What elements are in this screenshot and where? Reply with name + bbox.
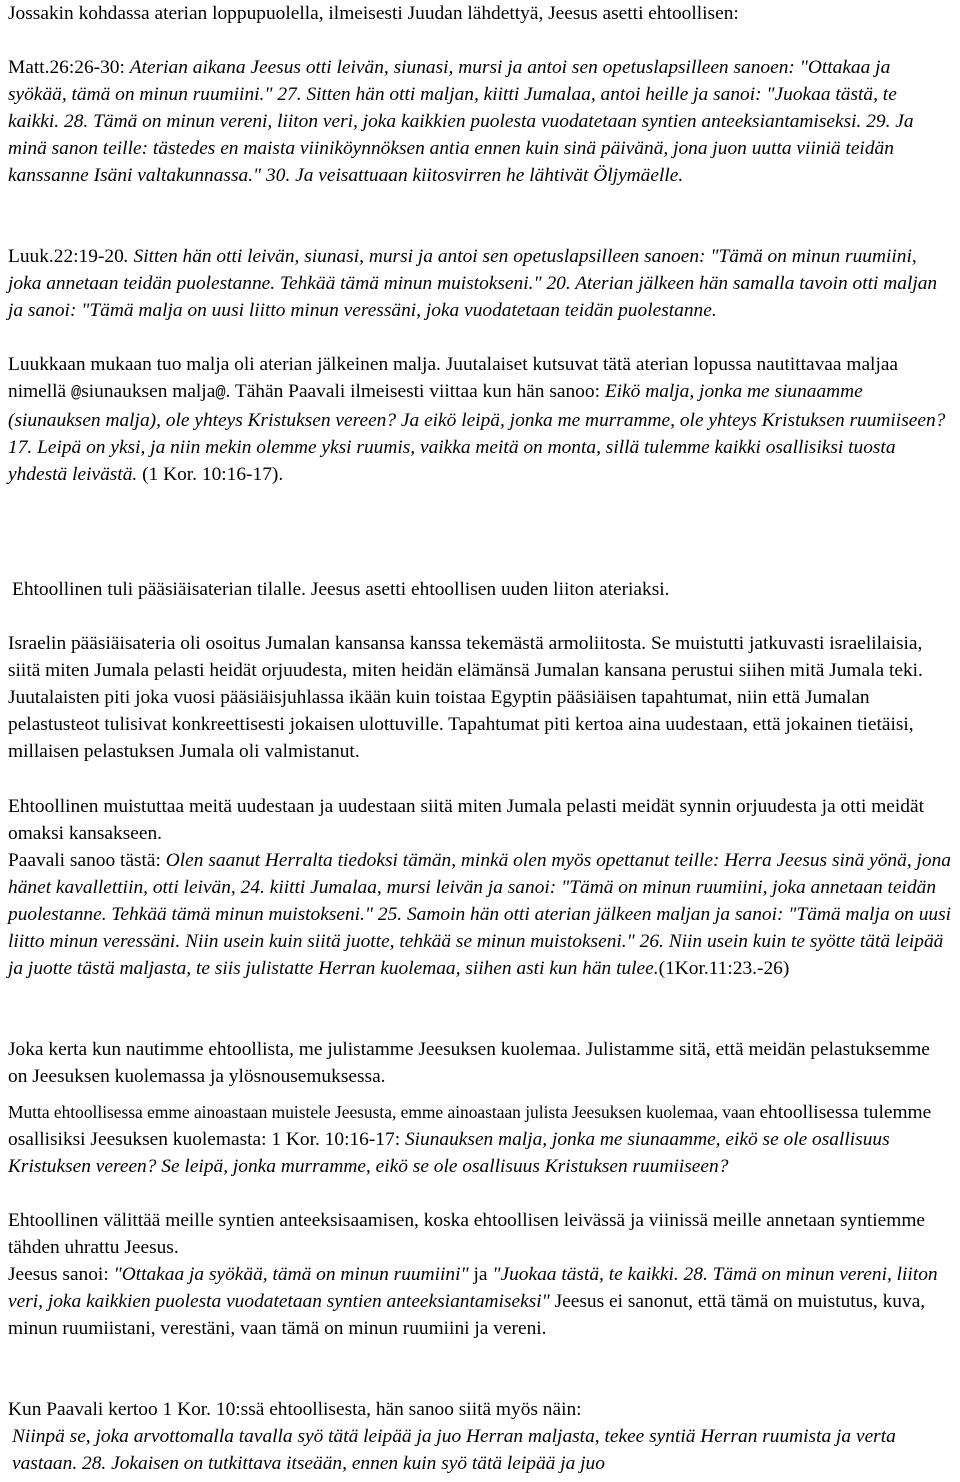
paul-reference: (1Kor.11:23.-26)	[658, 958, 790, 979]
jesus-quote-2: "Juokaa tästä, te kaikki. 28. Tämä on minun vereni, liiton veri, joka kaikkien puolesta vuodatetaan syntien anteeksiantamiseksi"	[8, 1264, 938, 1312]
remember-small-text: Mutta ehtoollisessa emme ainoastaan muistele Jeesusta, emme ainoastaan julista Jeesuksen kuolemaa, vaan	[8, 1102, 760, 1122]
quote-mark-open: @	[71, 384, 82, 403]
luke-cup-text: Luukkaan mukaan tuo malja oli aterian jälkeinen malja. Juutalaiset kutsuvat tätä aterian lopussa nautittavaa maljaa nimellä	[8, 354, 899, 402]
blessing-cup-term: siunauksen malja	[81, 381, 216, 402]
jesus-said-mid: ja	[468, 1264, 493, 1285]
jesus-said-lead: Jeesus sanoi:	[8, 1264, 114, 1285]
luke-passage	[8, 243, 952, 324]
intro-paragraph: Jossakin kohdassa aterian loppupuolella, ilmeisesti Juudan lähdettyä, Jeesus asetti ehtoollisen:	[8, 3, 739, 24]
forgiveness-paragraph: Ehtoollinen välittää meille syntien anteeksisaamisen, koska ehtoollisen leivässä ja viinissä meille annetaan syntiemme tähden uhrattu Jeesus.	[8, 1210, 926, 1258]
quote-mark-close: @	[215, 384, 226, 403]
jesus-quote-1: "Ottakaa ja syökää, tämä on minun ruumiini"	[113, 1264, 469, 1285]
paul-quote: Olen saanut Herralta tiedoksi tämän, minkä olen myös opettanut teille: Herra Jeesus sinä yönä, jona hänet kavallettiin, otti leivän, 24. kiitti Jumalaa, mursi leivän ja sanoi: "Tämä on minun ruumiini, joka annetaan teidän puolestanne. Tehkää tämä minun muistokseni." 25. Samoin hän otti aterian jälkeen maljan ja sanoi: "Tämä malja on uusi liitto minun veressäni. Niin usein kuin siitä juotte, tehkää se minun muistokseni." 26. Niin usein kuin te syötte tätä leipää ja juotte tästä maljasta, te siis julistatte Herran kuolemaa, siihen asti kun hän tulee.	[8, 850, 952, 979]
jesus-said-tail: Jeesus ei sanonut, että tämä on muistutus, kuva, minun ruumiistani, verestäni, vaan tämä on minun ruumiini ja vereni.	[8, 1291, 926, 1339]
proclaim-paragraph: Joka kerta kun nautimme ehtoollista, me julistamme Jeesuksen kuolemaa. Julistamme sitä, että meidän pelastuksemme on Jeesuksen kuolemassa ja ylösnousemuksessa.	[8, 1039, 930, 1087]
unworthy-quote: Niinpä se, joka arvottomalla tavalla syö tätä leipää ja juo Herran maljasta, tekee syntiä Herran ruumista ja verta vastaan. 28. Jokaisen on tutkittava itseään, ennen kuin syö tätä leipää ja juo	[12, 1426, 896, 1474]
unworthy-paragraph	[12, 1423, 956, 1477]
luke-cup-paragraph	[8, 351, 952, 488]
matthew-verse-30: 30. Ja veisattuaan kiitosvirren he lähtivät Öljymäelle.	[266, 165, 684, 186]
matthew-verse-27: 27. Sitten hän otti maljan, kiitti Jumalaa, antoi heille ja sanoi: "Juokaa tästä, te kaikki.	[8, 84, 897, 132]
luke-verse-19: . Sitten hän otti leivän, siunasi, mursi ja antoi sen opetuslapsilleen sanoen: "Tämä on minun ruumiini, joka annetaan teidän puolestanne. Tehkää tämä minun muistokseni."	[8, 246, 917, 294]
remember-text: ehtoollisessa tulemme osallisiksi Jeesuksen kuolemasta: 1 Kor. 10:16-17:	[8, 1102, 932, 1150]
remember-paragraph	[8, 1099, 952, 1180]
section-heading: Ehtoollinen tuli pääsiäisaterian tilalle. Jeesus asetti ehtoollisen uuden liiton ateriaksi.	[12, 579, 670, 600]
paul-lead: Paavali sanoo tästä:	[8, 850, 166, 871]
paul-second-paragraph: Kun Paavali kertoo 1 Kor. 10:ssä ehtoollisesta, hän sanoo siitä myös näin:	[8, 1399, 582, 1420]
remember-quote: Siunauksen malja, jonka me siunaamme, eikö se ole osallisuus Kristuksen vereen? Se leipä, jonka murramme, eikö se ole osallisuus Kristuksen ruumiiseen?	[8, 1129, 890, 1177]
luke-reference: Luuk.22:19-20	[8, 246, 124, 267]
corinthians-quote: Eikö malja, jonka me siunaamme (siunauksen malja), ole yhteys Kristuksen vereen? Ja eikö leipä, jonka me murramme, ole yhteys Kristuksen ruumiiseen? 17. Leipä on yksi, ja niin mekin olemme yksi ruumis, vaikka meitä on monta, sillä tulemme kaikki osallisiksi tuosta yhdestä leivästä.	[8, 381, 946, 485]
jesus-said-paragraph	[8, 1261, 952, 1342]
matthew-verse-29: 29. Ja minä sanon teille: tästedes en maista viiniköynnöksen antia ennen kuin sinä päivänä, jona juon uutta viiniä teidän kanssanne Isäni valtakunnassa."	[8, 111, 914, 186]
luke-cup-text-2: . Tähän Paavali ilmeisesti viittaa kun hän sanoo:	[225, 381, 605, 402]
matthew-passage	[8, 54, 952, 189]
luke-verse-20: 20. Aterian jälkeen hän samalla tavoin otti maljan ja sanoi: "Tämä malja on uusi liitto minun veressäni, joka vuodatetaan teidän puolestanne.	[8, 273, 938, 321]
israel-paragraph: Israelin pääsiäisateria oli osoitus Jumalan kansansa kanssa tekemästä armoliitosta. Se muistutti jatkuvasti israelilaisia, siitä miten Jumala pelasti heidät orjuudesta, miten heidän elämänsä Jumalan kansana perustui siihen mitä Jumala teki. Juutalaisten piti joka vuosi pääsiäisjuhlassa ikään kuin toistaa Egyptin pääsiäisen tapahtumat, niin että Jumalan pelastusteot tulisivat konkreettisesti jokaisen ulottuville. Tapahtumat piti kertoa aina uudestaan, että jokainen tietäisi, millaisen pelastuksen Jumala oli valmistanut.	[8, 633, 923, 762]
matthew-verse-28: 28. Tämä on minun vereni, liiton veri, joka kaikkien puolesta vuodatetaan syntien anteeksiantamiseksi.	[64, 111, 867, 132]
matthew-reference: Matt.26:26-30:	[8, 57, 130, 78]
reminds-paragraph: Ehtoollinen muistuttaa meitä uudestaan ja uudestaan siitä miten Jumala pelasti meidät synnin orjuudesta ja otti meidät omaksi kansakseen.	[8, 796, 924, 844]
corinthians-reference: (1 Kor. 10:16-17).	[137, 464, 284, 485]
matthew-verse-26: Aterian aikana Jeesus otti leivän, siunasi, mursi ja antoi sen opetuslapsilleen sanoen: "Ottakaa ja syökää, tämä on minun ruumiini."	[8, 57, 891, 105]
paul-paragraph	[8, 847, 952, 982]
